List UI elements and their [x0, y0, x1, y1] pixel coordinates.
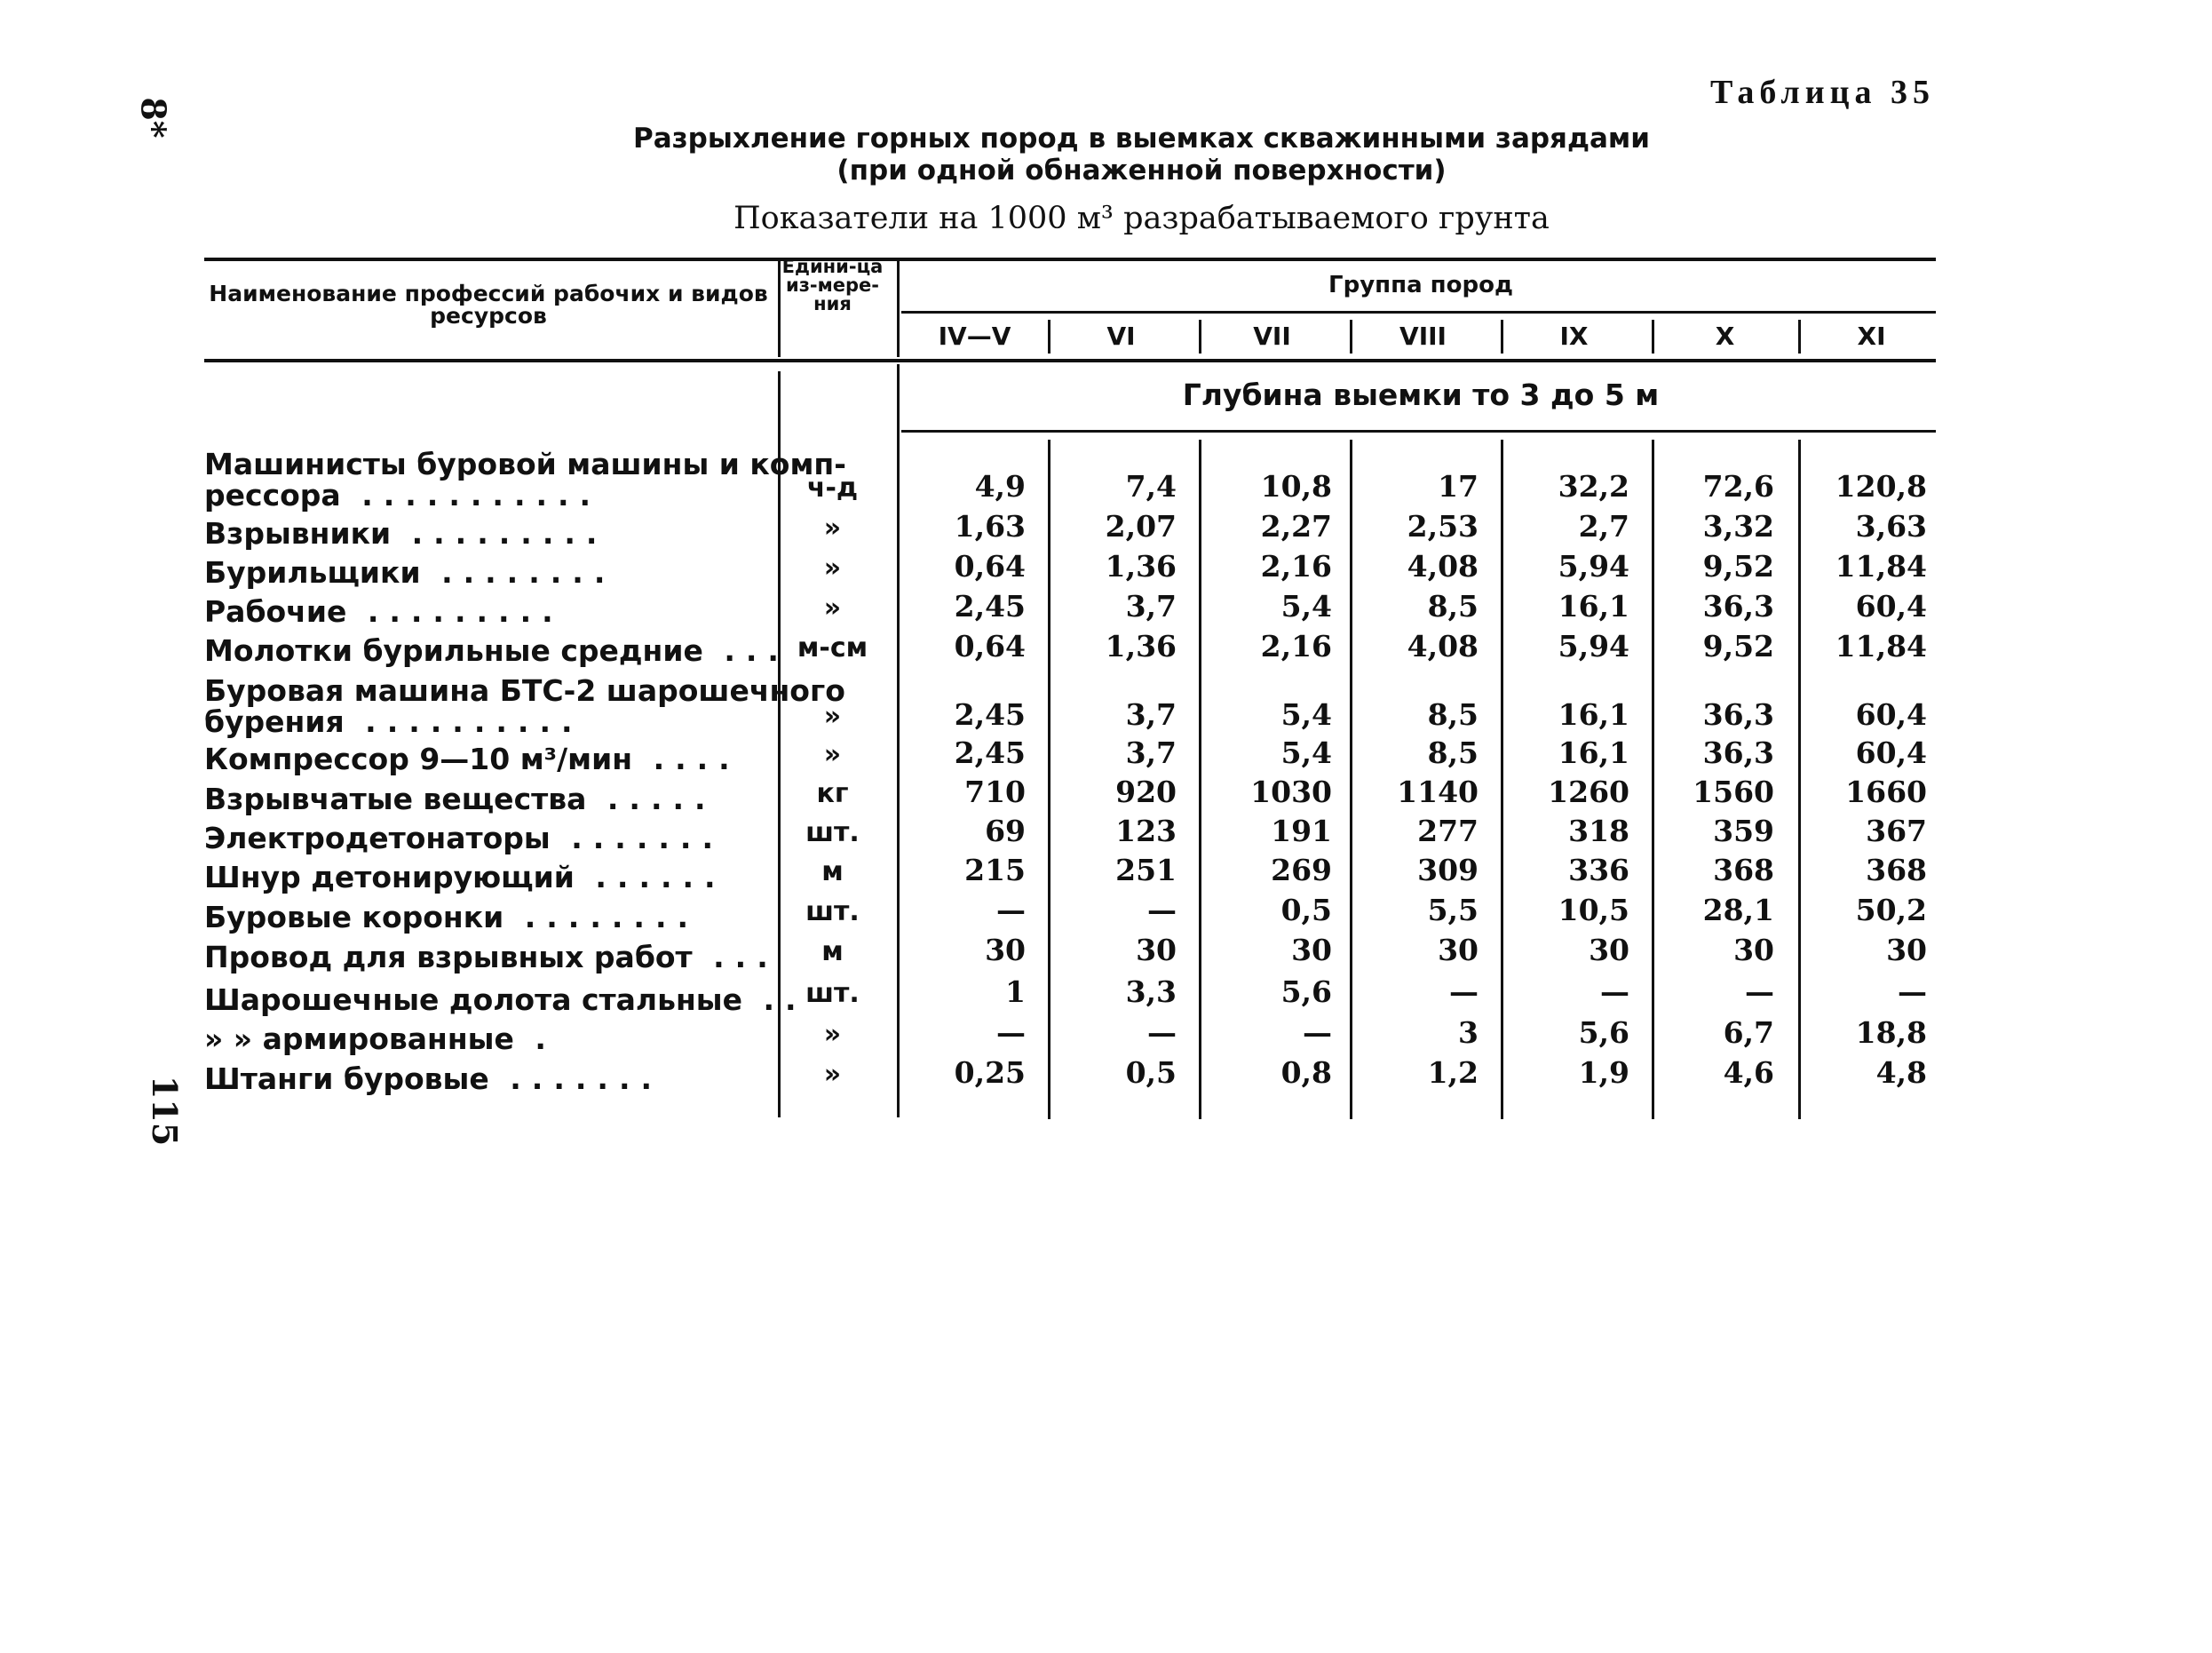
row-value: 3,7: [1125, 589, 1177, 624]
row-value: 336: [1568, 853, 1629, 887]
row-value: 30: [1589, 933, 1629, 967]
value-col-separator: [1199, 440, 1201, 1119]
table-subtitle: Показатели на 1000 м³ разрабатываемого грунта: [733, 201, 1550, 236]
table-title-line-1: Разрыхление горных пород в выемках скважинными зарядами: [633, 123, 1650, 155]
row-value: 269: [1271, 853, 1332, 887]
row-value: 1660: [1845, 775, 1927, 809]
row-value: 10,8: [1260, 469, 1332, 504]
row-label: [204, 940, 779, 974]
group-col-separator: [1652, 320, 1654, 354]
row-value: 7,4: [1125, 469, 1177, 504]
value-col-separator: [1501, 440, 1503, 1119]
table-title-line-2: (при одной обнаженной поверхности): [836, 155, 1447, 187]
row-label-text: Взрывчатые вещества: [204, 782, 587, 816]
row-unit: м-см: [797, 632, 868, 664]
row-value: 4,9: [974, 469, 1026, 504]
row-value: 1030: [1250, 775, 1332, 809]
row-label-text: Рабочие: [204, 594, 347, 629]
row-leader-dots: .....: [586, 782, 717, 816]
row-leader-dots: ......: [574, 860, 726, 894]
row-unit: »: [823, 701, 842, 732]
row-value: —: [1147, 1015, 1177, 1050]
row-value: 359: [1713, 814, 1774, 848]
row-leader-dots: ...: [702, 633, 789, 668]
row-value: 2,27: [1260, 509, 1332, 544]
row-value: 2,45: [954, 589, 1026, 624]
row-value: 11,84: [1835, 629, 1927, 664]
row-value: 1,36: [1105, 549, 1177, 584]
row-value: 368: [1866, 853, 1927, 887]
row-value: 309: [1417, 853, 1479, 887]
row-value: 17: [1438, 469, 1479, 504]
value-col-separator: [1048, 440, 1051, 1119]
row-value: 30: [1733, 933, 1774, 967]
row-value: 5,94: [1558, 549, 1629, 584]
row-value: 30: [1136, 933, 1177, 967]
row-value: 1: [1005, 974, 1026, 1009]
row-value: 5,4: [1280, 589, 1332, 624]
row-unit: »: [823, 513, 842, 544]
row-unit: м: [821, 936, 844, 967]
row-value: 368: [1713, 853, 1774, 887]
row-label-text: Буровые коронки: [204, 900, 504, 934]
row-value: 1,9: [1578, 1055, 1629, 1090]
row-unit: шт.: [805, 978, 860, 1009]
row-leader-dots: ........: [503, 900, 700, 934]
row-unit: »: [823, 1059, 842, 1090]
depth-rule: [901, 430, 1936, 433]
row-value: 5,94: [1558, 629, 1629, 664]
row-label: [204, 447, 846, 481]
col-rule-names: [778, 259, 781, 357]
row-label-text: Молотки бурильные средние: [204, 633, 703, 668]
header-bottom-rule: [204, 359, 1936, 362]
row-label: [204, 518, 773, 550]
row-label-text: рессора: [204, 478, 341, 513]
row-label-text: Бурильщики: [204, 555, 421, 590]
row-value: 367: [1866, 814, 1927, 848]
group-col-header: VII: [1253, 322, 1291, 351]
group-col-separator: [1798, 320, 1801, 354]
row-value: 3,7: [1125, 735, 1177, 770]
row-unit: ч-д: [806, 473, 859, 504]
row-label-text: Буровая машина БТС-2 шарошечного: [204, 673, 845, 708]
row-value: —: [1600, 974, 1629, 1009]
row-value: 277: [1417, 814, 1479, 848]
group-col-header: IX: [1559, 322, 1589, 351]
row-value: 36,3: [1702, 697, 1774, 732]
row-leader-dots: ...: [692, 940, 779, 974]
row-label: [204, 783, 773, 815]
row-value: 60,4: [1855, 589, 1927, 624]
row-value: 5,4: [1280, 697, 1332, 732]
row-leader-dots: .........: [391, 516, 608, 551]
row-label: [204, 633, 789, 668]
row-label: [204, 1023, 773, 1055]
row-value: 18,8: [1855, 1015, 1927, 1050]
row-value: 5,6: [1578, 1015, 1629, 1050]
row-label: [204, 862, 773, 894]
row-value: 5,6: [1280, 974, 1332, 1009]
row-value: 191: [1271, 814, 1332, 848]
col-rule-unit-body: [897, 364, 900, 1117]
row-value: 50,2: [1855, 893, 1927, 927]
row-value: —: [996, 1015, 1026, 1050]
row-value: 4,8: [1875, 1055, 1927, 1090]
row-label-text: Провод для взрывных работ: [204, 940, 693, 974]
row-label-text: Взрывники: [204, 516, 392, 551]
row-value: 2,16: [1260, 629, 1332, 664]
group-col-header: X: [1715, 322, 1735, 351]
row-value: 3,32: [1702, 509, 1774, 544]
table-label: Таблица 35: [1709, 74, 1935, 111]
row-label-text: » » армированные: [204, 1021, 514, 1056]
group-col-separator: [1048, 320, 1051, 354]
row-value: 4,08: [1407, 629, 1479, 664]
row-value: 0,25: [954, 1055, 1026, 1090]
row-leader-dots: ....: [632, 742, 741, 776]
row-value: 60,4: [1855, 697, 1927, 732]
row-unit: »: [823, 592, 842, 624]
row-value: 1260: [1548, 775, 1629, 809]
row-unit: шт.: [805, 896, 860, 927]
row-value: 10,5: [1558, 893, 1629, 927]
row-value: 5,4: [1280, 735, 1332, 770]
row-value: 16,1: [1558, 589, 1629, 624]
row-value: 9,52: [1702, 629, 1774, 664]
row-label: [204, 823, 773, 854]
row-value: 8,5: [1427, 735, 1479, 770]
group-col-header: IV—V: [938, 322, 1011, 351]
row-value: —: [1449, 974, 1479, 1009]
row-value: —: [1303, 1015, 1332, 1050]
row-value: 1,36: [1105, 629, 1177, 664]
value-col-separator: [1350, 440, 1352, 1119]
row-label-cont: [204, 480, 773, 512]
value-col-separator: [1798, 440, 1801, 1119]
row-value: 36,3: [1702, 589, 1774, 624]
row-value: 0,8: [1280, 1055, 1332, 1090]
row-value: 2,7: [1578, 509, 1629, 544]
row-label-text: Машинисты буровой машины и комп-: [204, 447, 846, 481]
row-value: 0,64: [954, 629, 1026, 664]
row-leader-dots: ..........: [344, 704, 583, 739]
row-leader-dots: ..: [742, 982, 807, 1017]
row-value: 69: [985, 814, 1026, 848]
group-col-header: XI: [1857, 322, 1886, 351]
row-value: 36,3: [1702, 735, 1774, 770]
group-col-header: VIII: [1399, 322, 1447, 351]
table-top-rule: [204, 258, 1936, 261]
row-value: 1560: [1693, 775, 1774, 809]
row-label: [204, 902, 773, 934]
row-value: 2,53: [1407, 509, 1479, 544]
row-value: —: [996, 893, 1026, 927]
group-col-separator: [1501, 320, 1503, 354]
row-value: —: [1147, 893, 1177, 927]
row-label-text: Электродетонаторы: [204, 821, 551, 855]
page-number: 115: [145, 1075, 186, 1147]
group-col-header: VI: [1106, 322, 1136, 351]
row-value: 0,5: [1125, 1055, 1177, 1090]
row-value: 2,45: [954, 697, 1026, 732]
row-value: 2,07: [1105, 509, 1177, 544]
row-value: 3,63: [1855, 509, 1927, 544]
row-unit: кг: [816, 778, 849, 809]
row-value: 30: [1886, 933, 1927, 967]
row-unit: »: [823, 552, 842, 584]
row-value: 8,5: [1427, 697, 1479, 732]
row-value: 0,64: [954, 549, 1026, 584]
row-value: 72,6: [1702, 469, 1774, 504]
row-value: —: [1898, 974, 1927, 1009]
row-leader-dots: .........: [346, 594, 564, 629]
row-value: 4,6: [1723, 1055, 1774, 1090]
row-value: 2,45: [954, 735, 1026, 770]
row-label-cont: [204, 706, 773, 738]
row-leader-dots: .......: [550, 821, 724, 855]
row-leader-dots: .: [513, 1021, 557, 1056]
col-rule-unit: [897, 259, 900, 357]
row-value: 3: [1458, 1015, 1479, 1050]
row-value: 4,08: [1407, 549, 1479, 584]
row-label-text: Штанги буровые: [204, 1061, 489, 1096]
depth-label: Глубина выемки то 3 до 5 м: [1182, 377, 1660, 412]
row-label: [204, 743, 773, 775]
row-value: 0,5: [1280, 893, 1332, 927]
row-value: 60,4: [1855, 735, 1927, 770]
row-value: 5,5: [1427, 893, 1479, 927]
group-header-rule: [901, 311, 1936, 314]
row-value: 6,7: [1723, 1015, 1774, 1050]
row-value: 3,7: [1125, 697, 1177, 732]
row-value: 123: [1115, 814, 1177, 848]
row-label-text: Шарошечные долота стальные: [204, 982, 742, 1017]
row-label-text: Компрессор 9—10 м³/мин: [204, 742, 633, 776]
row-unit: шт.: [805, 817, 860, 848]
row-label-text: Шнур детонирующий: [204, 860, 575, 894]
row-value: 30: [1438, 933, 1479, 967]
group-col-separator: [1199, 320, 1201, 354]
page-marker-top: 8*: [133, 97, 174, 139]
row-leader-dots: ...........: [340, 478, 602, 513]
header-group: Группа пород: [1328, 272, 1513, 298]
row-value: 11,84: [1835, 549, 1927, 584]
row-value: 1,63: [954, 509, 1026, 544]
row-value: 2,16: [1260, 549, 1332, 584]
row-value: 30: [1291, 933, 1332, 967]
row-value: 9,52: [1702, 549, 1774, 584]
row-value: 710: [964, 775, 1026, 809]
row-unit: »: [823, 739, 842, 770]
header-unit: Едини-ца из-мере-ния: [781, 256, 884, 314]
row-value: 318: [1568, 814, 1629, 848]
row-unit: м: [821, 856, 844, 887]
row-value: 30: [985, 933, 1026, 967]
row-value: 1140: [1397, 775, 1479, 809]
row-value: 1,2: [1427, 1055, 1479, 1090]
row-leader-dots: .......: [488, 1061, 663, 1096]
row-label: [204, 1063, 773, 1095]
value-col-separator: [1652, 440, 1654, 1119]
row-label: [204, 982, 807, 1017]
header-names: Наименование профессий рабочих и видов ресурсов: [209, 281, 768, 329]
row-value: 28,1: [1702, 893, 1774, 927]
row-label: [204, 557, 773, 589]
row-value: 3,3: [1125, 974, 1177, 1009]
row-label: [204, 673, 845, 708]
row-value: 16,1: [1558, 735, 1629, 770]
row-value: 215: [964, 853, 1026, 887]
row-leader-dots: ........: [420, 555, 616, 590]
row-label: [204, 596, 773, 628]
row-label-text: бурения: [204, 704, 345, 739]
row-value: —: [1745, 974, 1774, 1009]
row-value: 920: [1115, 775, 1177, 809]
row-value: 251: [1115, 853, 1177, 887]
row-value: 32,2: [1558, 469, 1629, 504]
row-value: 16,1: [1558, 697, 1629, 732]
group-col-separator: [1350, 320, 1352, 354]
row-value: 120,8: [1835, 469, 1927, 504]
row-unit: »: [823, 1019, 842, 1050]
row-value: 8,5: [1427, 589, 1479, 624]
